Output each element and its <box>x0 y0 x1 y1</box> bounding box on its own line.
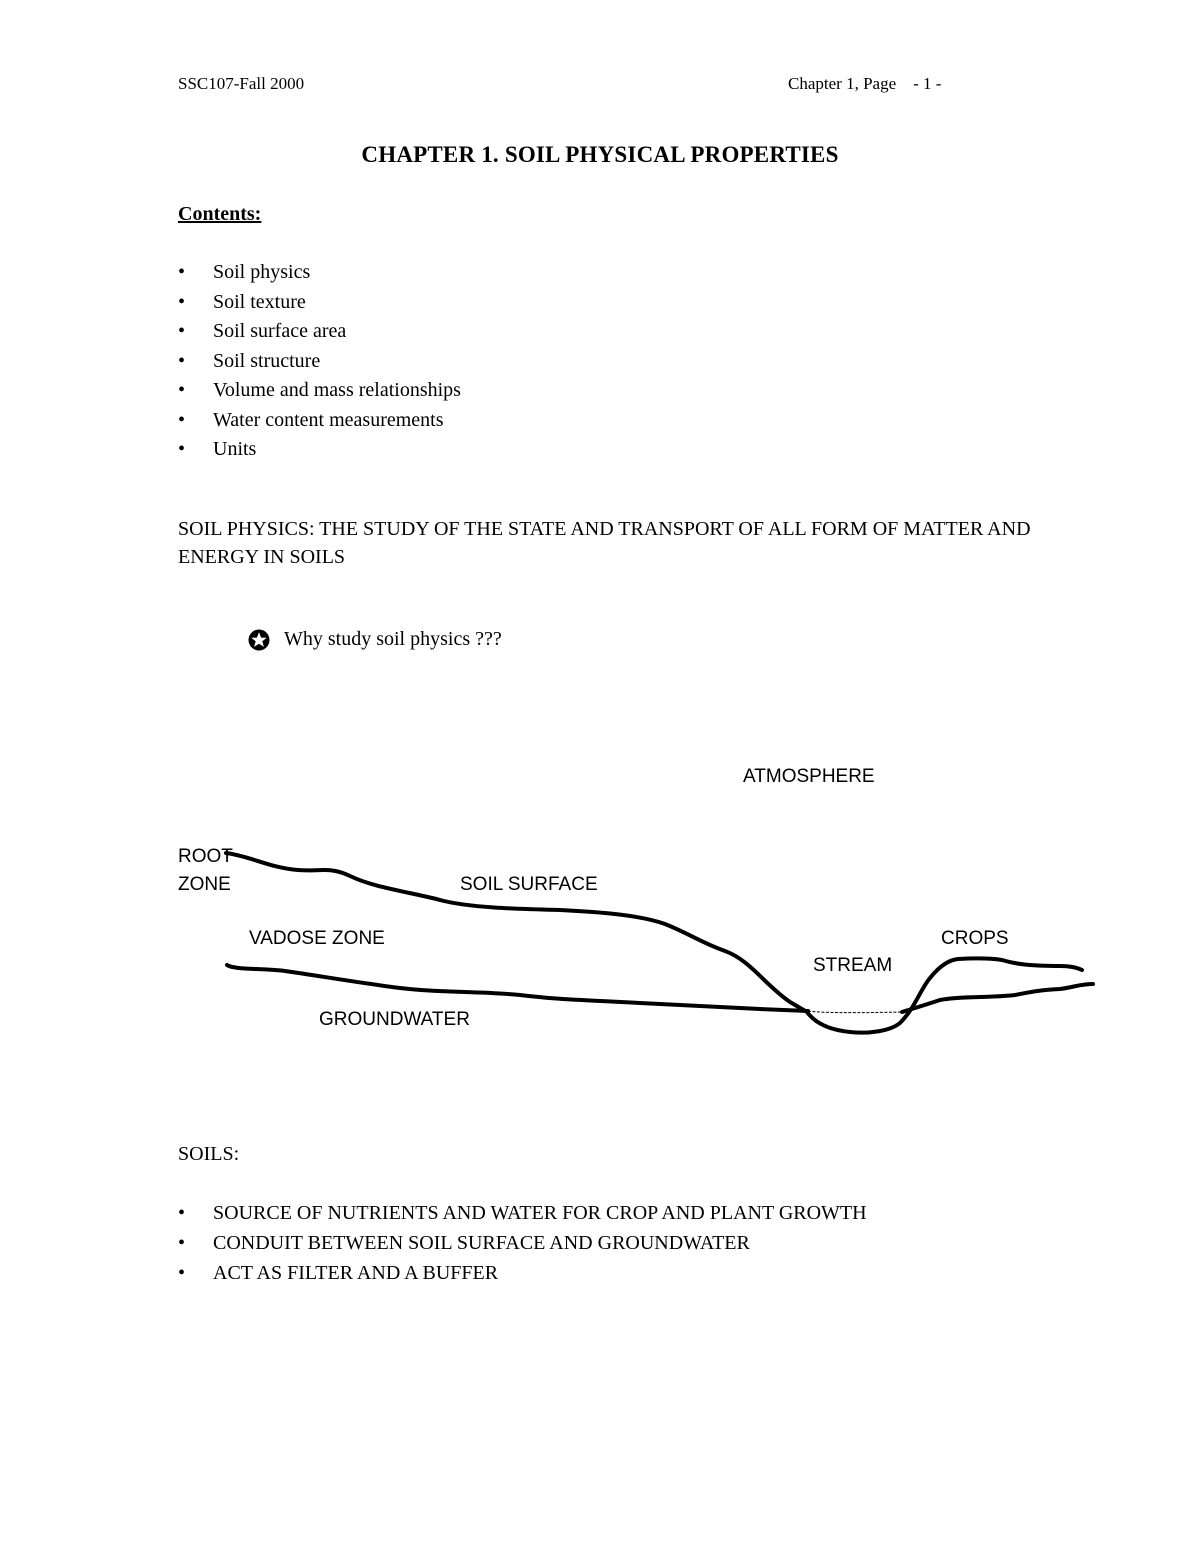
list-item: • Soil structure <box>178 347 461 377</box>
atmosphere-label: ATMOSPHERE <box>743 766 875 787</box>
list-item: • Soil physics <box>178 258 461 288</box>
list-item: • ACT AS FILTER AND A BUFFER <box>178 1259 867 1289</box>
list-item: • CONDUIT BETWEEN SOIL SURFACE AND GROUNDWATER <box>178 1229 867 1259</box>
why-study-line <box>248 628 502 651</box>
groundwater-line-right <box>902 984 1093 1012</box>
list-item: • Units <box>178 435 461 465</box>
groundwater-label: GROUNDWATER <box>319 1009 470 1030</box>
groundwater-line <box>227 965 808 1011</box>
soils-list <box>178 1199 867 1289</box>
header-page-label: Chapter 1, Page - 1 - <box>788 74 942 93</box>
root-label: ROOT <box>178 846 233 867</box>
crops-label: CROPS <box>941 928 1009 949</box>
list-item: • Soil surface area <box>178 317 461 347</box>
soils-heading: SOILS: <box>178 1143 240 1165</box>
list-item: • Water content measurements <box>178 406 461 436</box>
list-item: • Volume and mass relationships <box>178 376 461 406</box>
soil-surface-label: SOIL SURFACE <box>460 874 598 895</box>
page-title: CHAPTER 1. SOIL PHYSICAL PROPERTIES <box>361 142 839 167</box>
contents-heading: Contents: <box>178 203 262 225</box>
zone-label: ZONE <box>178 874 231 895</box>
list-item: • SOURCE OF NUTRIENTS AND WATER FOR CROP AND PLANT GROWTH <box>178 1199 867 1229</box>
stream-label: STREAM <box>813 955 893 976</box>
header-course-label: SSC107-Fall 2000 <box>178 74 305 93</box>
vadose-zone-label: VADOSE ZONE <box>249 928 385 949</box>
soil-physics-definition: SOIL PHYSICS: THE STUDY OF THE STATE AND TRANSPORT OF ALL FORM OF MATTER AND ENERGY IN SOILS <box>178 518 1031 568</box>
star-in-circle-icon <box>248 629 270 651</box>
contents-list <box>178 258 461 465</box>
why-study-text: Why study soil physics ??? <box>284 628 502 650</box>
water-table-line <box>808 1011 902 1013</box>
list-item: • Soil texture <box>178 288 461 318</box>
